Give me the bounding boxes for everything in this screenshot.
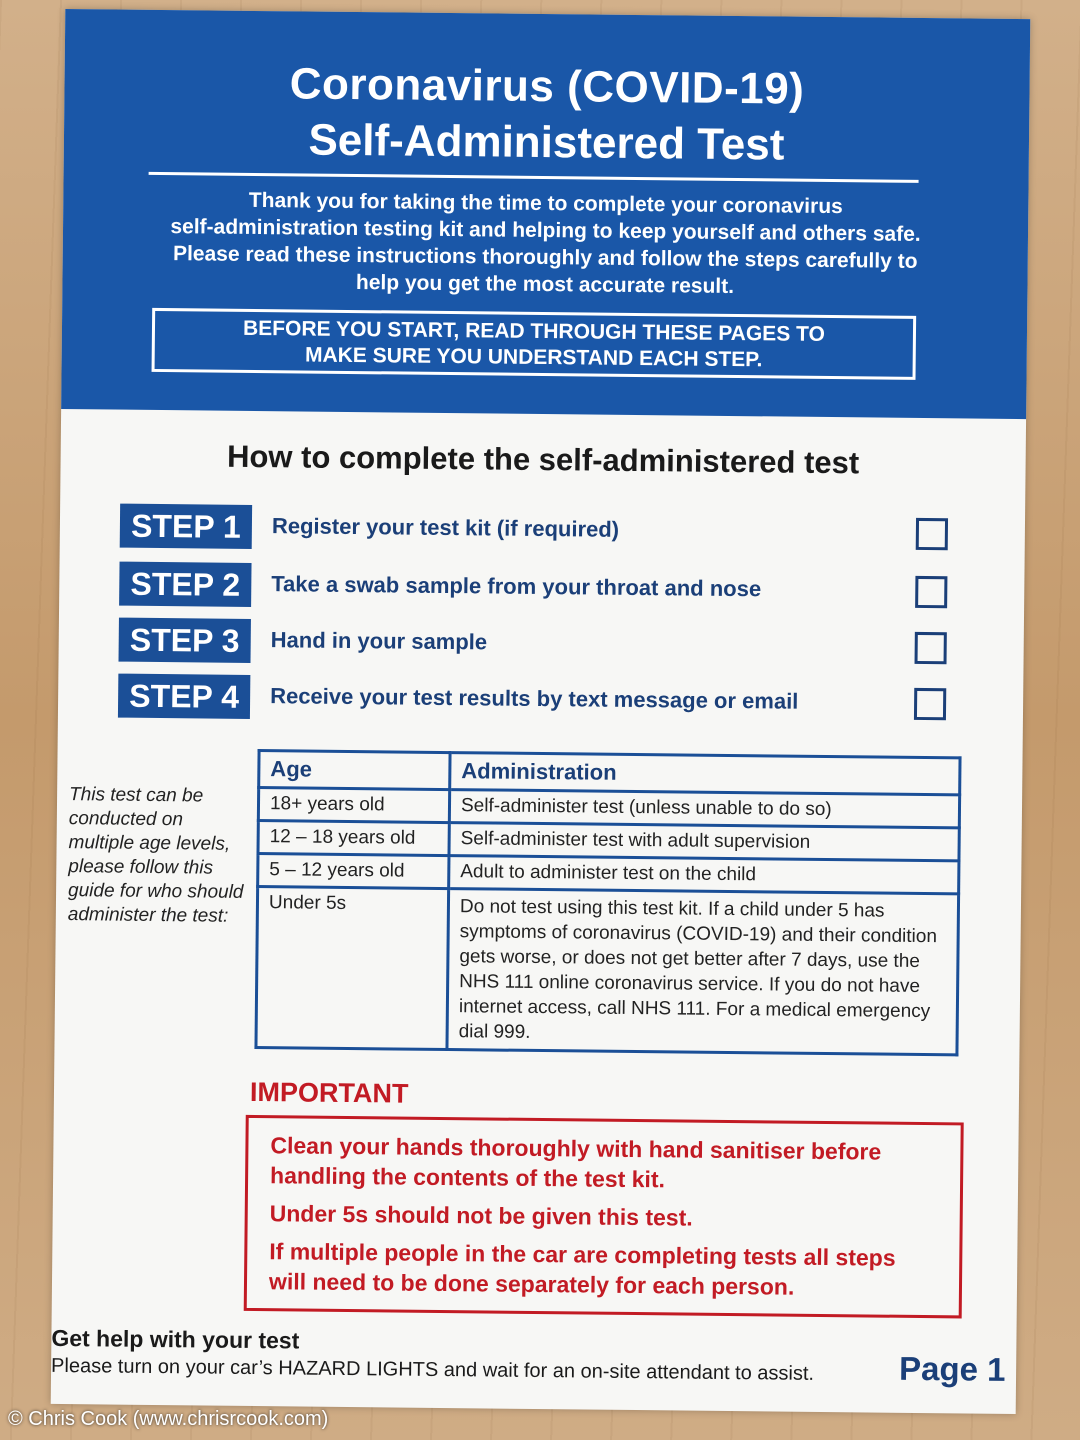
administration-cell: Self-administer test with adult supervision: [449, 823, 959, 861]
notice-line: MAKE SURE YOU UNDERSTAND EACH STEP.: [304, 343, 763, 372]
page-number: Page 1: [898, 1349, 1006, 1388]
header-banner: [61, 9, 1030, 419]
table-row: [256, 887, 959, 1055]
column-header-administration: Administration: [450, 753, 960, 795]
step-3-row: [118, 618, 948, 673]
title-line-2: Self-Administered Test: [308, 115, 785, 170]
column-header-age: Age: [259, 751, 450, 790]
step-2-row: [119, 562, 949, 617]
notice-line: BEFORE YOU START, READ THROUGH THESE PAGES TO: [242, 316, 826, 346]
title-underline: [149, 172, 919, 183]
important-item: If multiple people in the car are completing tests all steps will need to be done separately for each person.: [268, 1238, 896, 1300]
step-text: Take a swab sample from your throat and nose: [271, 571, 762, 602]
intro-text: [122, 186, 968, 303]
step-badge: STEP 4: [118, 674, 250, 719]
age-administration-table: [254, 749, 961, 1056]
age-cell: 12 – 18 years old: [258, 821, 449, 856]
howto-heading: How to complete the self-administered test: [226, 438, 860, 481]
important-item: Under 5s should not be given this test.: [269, 1200, 693, 1231]
help-text: Please turn on your car’s HAZARD LIGHTS and wait for an on-site attendant to assist.: [51, 1354, 815, 1385]
step-2-checkbox[interactable]: [915, 576, 947, 608]
step-4-row: [118, 674, 948, 729]
step-text: Register your test kit (if required): [271, 513, 620, 542]
age-cell: Under 5s: [256, 887, 449, 1050]
administration-cell: Self-administer test (unless unable to do so): [449, 790, 959, 828]
step-text: Hand in your sample: [270, 627, 488, 655]
intro-line: Thank you for taking the time to complete your coronavirus: [248, 188, 843, 219]
step-badge: STEP 1: [120, 504, 252, 549]
age-cell: 5 – 12 years old: [258, 854, 449, 889]
step-badge: STEP 2: [119, 562, 251, 607]
important-heading: IMPORTANT: [249, 1076, 409, 1109]
step-1-checkbox[interactable]: [916, 518, 948, 550]
step-4-checkbox[interactable]: [914, 688, 946, 720]
step-badge: STEP 3: [118, 618, 250, 663]
instruction-leaflet: [51, 9, 1031, 1414]
help-heading: Get help with your test: [51, 1324, 300, 1354]
step-3-checkbox[interactable]: [915, 632, 947, 664]
intro-line: self-administration testing kit and helping to keep yourself and others safe.: [170, 215, 921, 246]
intro-line: Please read these instructions thoroughly and follow the steps carefully to: [172, 242, 918, 273]
photo-credit: © Chris Cook (www.chrisrcook.com): [8, 1408, 329, 1430]
important-item: Clean your hands thoroughly with hand sanitiser before handling the contents of the test kit.: [269, 1132, 882, 1193]
important-box: [244, 1115, 964, 1319]
step-text: Receive your test results by text message or email: [270, 683, 799, 714]
age-cell: 18+ years old: [258, 788, 449, 823]
intro-line: help you get the most accurate result.: [355, 271, 735, 299]
step-1-row: [120, 504, 950, 559]
before-you-start-notice: [152, 308, 917, 380]
administration-cell: Adult to administer test on the child: [449, 856, 959, 894]
administration-cell: Do not test using this test kit. If a child under 5 has symptoms of coronavirus (COVID-19) and their condition gets worse, or does not get better after 7 days, use the NHS 111 online coronavirus service. If you do not have internet access, call NHS 111. For a medical emergency dial 999.: [447, 889, 959, 1055]
age-guide-note: This test can be conducted on multiple age levels, please follow this guide for who should administer the test:: [67, 784, 244, 927]
title-line-1: Coronavirus (COVID-19): [289, 59, 805, 114]
